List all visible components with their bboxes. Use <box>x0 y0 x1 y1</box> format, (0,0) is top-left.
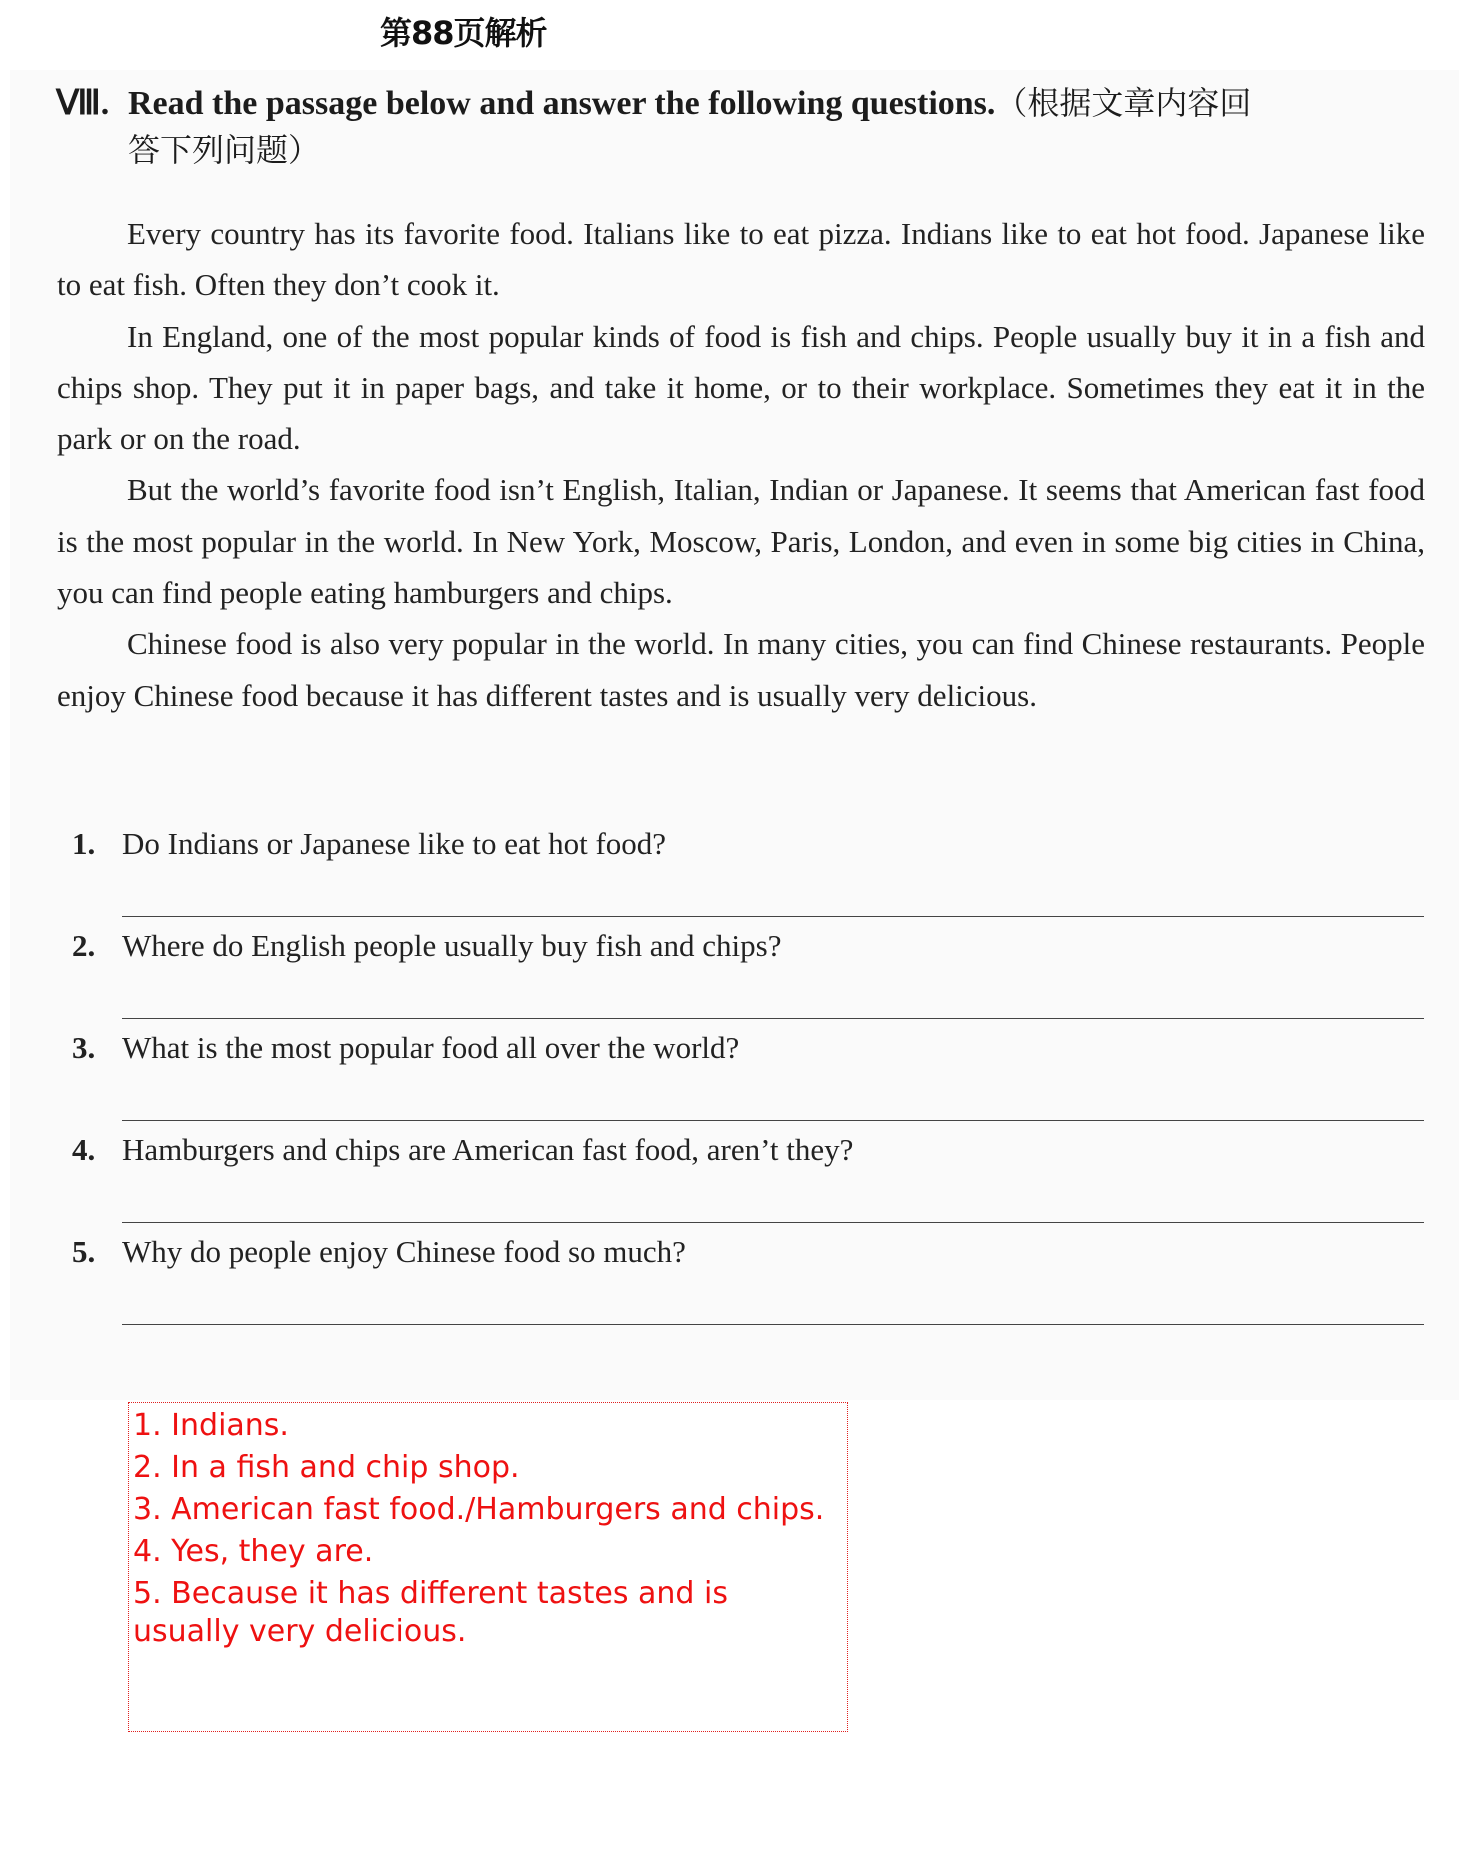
question-item <box>72 1128 1424 1230</box>
answer-line[interactable] <box>122 1222 1424 1223</box>
answer-5: 5. Because it has different tastes and is usually very delicious. <box>133 1576 728 1649</box>
passage-paragraph-2: In England, one of the most popular kinds of food is fish and chips. People usually buy it in a fish and chips shop. They put it in paper bags, and take it home, or to their workplace. Sometimes they eat it in the park or on the road. <box>57 318 1425 457</box>
question-text: What is the most popular food all over the world? <box>122 1030 740 1065</box>
section-heading <box>56 80 1426 173</box>
question-list <box>72 822 1424 1332</box>
question-text: Hamburgers and chips are American fast food, aren’t they? <box>122 1132 854 1167</box>
answer-3: 3. American fast food./Hamburgers and chips. <box>133 1492 825 1527</box>
section-instruction-cn-2: 答下列问题） <box>128 131 321 169</box>
passage-paragraph-1: Every country has its favorite food. Italians like to eat pizza. Indians like to eat hot food. Japanese like to eat fish. Often they don’t cook it. <box>57 216 1425 303</box>
page-title: 第88页解析 <box>380 14 547 52</box>
section-number: Ⅷ. <box>56 85 110 122</box>
answer-line[interactable] <box>122 1018 1424 1019</box>
question-item <box>72 1026 1424 1128</box>
question-item <box>72 924 1424 1026</box>
answer-line[interactable] <box>122 916 1424 917</box>
question-text: Why do people enjoy Chinese food so much? <box>122 1234 686 1269</box>
question-item <box>72 822 1424 924</box>
question-number: 4. <box>72 1132 96 1167</box>
section-instruction-en: Read the passage below and answer the following questions. <box>128 85 996 122</box>
answer-key-box <box>128 1402 848 1732</box>
section-instruction-cn-1: （根据文章内容回 <box>995 84 1252 122</box>
answer-1: 1. Indians. <box>133 1408 289 1443</box>
question-text: Do Indians or Japanese like to eat hot food? <box>122 826 667 861</box>
reading-passage <box>57 208 1425 721</box>
passage-paragraph-4: Chinese food is also very popular in the world. In many cities, you can find Chinese restaurants. People enjoy Chinese food because it has different tastes and is usually very delicious. <box>57 626 1425 713</box>
answer-line[interactable] <box>122 1120 1424 1121</box>
passage-paragraph-3: But the world’s favorite food isn’t English, Italian, Indian or Japanese. It seems that American fast food is the most popular in the world. In New York, Moscow, Paris, London, and even in some big cities in China, you can find people eating hamburgers and chips. <box>57 472 1425 611</box>
question-number: 2. <box>72 928 96 963</box>
question-number: 3. <box>72 1030 96 1065</box>
question-item <box>72 1230 1424 1332</box>
answer-line[interactable] <box>122 1324 1424 1325</box>
answer-2: 2. In a fish and chip shop. <box>133 1450 520 1485</box>
question-number: 5. <box>72 1234 96 1269</box>
question-number: 1. <box>72 826 96 861</box>
question-text: Where do English people usually buy fish and chips? <box>122 928 782 963</box>
answer-4: 4. Yes, they are. <box>133 1534 374 1569</box>
